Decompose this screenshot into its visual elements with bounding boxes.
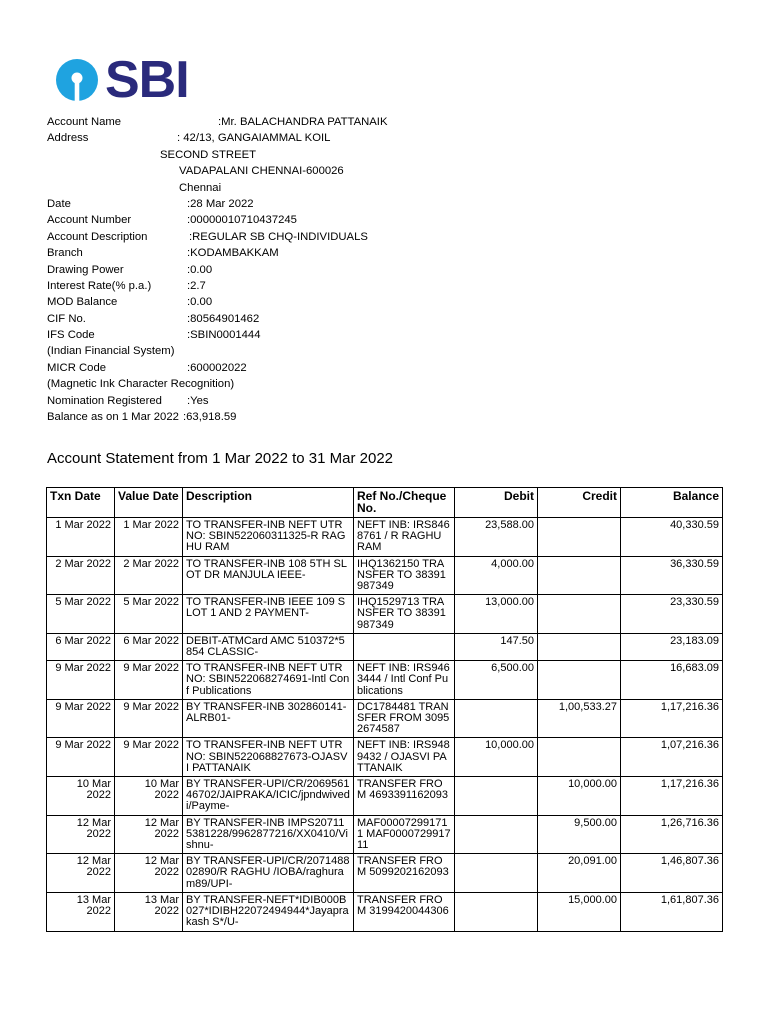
field-label: (Magnetic Ink Character Recognition) — [47, 378, 235, 391]
txn-date-cell: 5 Mar 2022 — [47, 595, 115, 634]
field-label: Interest Rate(% p.a.) — [47, 279, 152, 292]
balance-cell: 36,330.59 — [621, 556, 723, 595]
table-row — [47, 633, 723, 660]
field-value: :28 Mar 2022 — [187, 197, 254, 210]
description-cell: BY TRANSFER-INB 302860141-ALRB01- — [183, 699, 354, 738]
balance-cell: 1,61,807.36 — [621, 892, 723, 931]
field-label: Drawing Power — [47, 263, 124, 276]
credit-cell: 15,000.00 — [538, 892, 621, 931]
field-value: Chennai — [179, 181, 222, 194]
ref-no-cell: TRANSFER FROM 3199420044306 — [354, 892, 455, 931]
ref-no-cell: NEFT INB: IRS8468761 / R RAGHU RAM — [354, 518, 455, 557]
field-label: Balance as on 1 Mar 2022 — [47, 411, 179, 424]
field-value: :0.00 — [187, 296, 213, 309]
field-label: Branch — [47, 247, 83, 260]
field-value: :Mr. BALACHANDRA PATTANAIK — [218, 116, 388, 128]
ref-no-cell — [354, 633, 455, 660]
statement-title: Account Statement from 1 Mar 2022 to 31 Mar 2022 — [47, 450, 394, 467]
value-date-cell: 13 Mar 2022 — [115, 892, 183, 931]
field-label: IFS Code — [47, 329, 95, 342]
ref-no-cell: NEFT INB: IRS9463444 / Intl Conf Publications — [354, 661, 455, 700]
balance-cell: 1,46,807.36 — [621, 854, 723, 893]
value-date-cell: 12 Mar 2022 — [115, 815, 183, 854]
field-label: MOD Balance — [47, 296, 118, 309]
table-header-row — [47, 488, 723, 518]
value-date-cell: 6 Mar 2022 — [115, 633, 183, 660]
header-balance: Balance — [621, 488, 723, 518]
txn-date-cell: 10 Mar 2022 — [47, 777, 115, 816]
field-value: :63,918.59 — [183, 411, 237, 424]
header-debit: Debit — [455, 488, 538, 518]
credit-cell — [538, 633, 621, 660]
field-value: VADAPALANI CHENNAI-600026 — [179, 165, 344, 178]
field-value: :SBIN0001444 — [187, 329, 261, 342]
debit-cell — [455, 699, 538, 738]
table-row — [47, 661, 723, 700]
debit-cell: 23,588.00 — [455, 518, 538, 557]
value-date-cell: 10 Mar 2022 — [115, 777, 183, 816]
description-cell: BY TRANSFER-NEFT*IDIB000B027*IDIBH22072494944*Jayaprakash S*/U- — [183, 892, 354, 931]
sbi-logo — [55, 51, 189, 109]
balance-cell: 16,683.09 — [621, 661, 723, 700]
sbi-logo-text: SBI — [105, 51, 189, 109]
balance-cell: 1,26,716.36 — [621, 815, 723, 854]
txn-date-cell: 2 Mar 2022 — [47, 556, 115, 595]
table-row — [47, 595, 723, 634]
credit-cell — [538, 595, 621, 634]
value-date-cell: 12 Mar 2022 — [115, 854, 183, 893]
table-row — [47, 699, 723, 738]
description-cell: BY TRANSFER-UPI/CR/206956146702/JAIPRAKA/ICIC/jpndwivedi/Payme- — [183, 777, 354, 816]
debit-cell — [455, 892, 538, 931]
txn-date-cell: 1 Mar 2022 — [47, 518, 115, 557]
field-label: Account Description — [47, 230, 148, 243]
txn-date-cell: 12 Mar 2022 — [47, 854, 115, 893]
sbi-keyhole-icon — [55, 58, 99, 102]
field-label: Nomination Registered — [47, 394, 162, 407]
field-label: Account Number — [47, 214, 132, 227]
field-value: :600002022 — [187, 361, 247, 374]
header-description: Description — [183, 488, 354, 518]
description-cell: TO TRANSFER-INB NEFT UTR NO: SBIN522060311325-R RAGHU RAM — [183, 518, 354, 557]
credit-cell: 9,500.00 — [538, 815, 621, 854]
credit-cell — [538, 738, 621, 777]
description-cell: TO TRANSFER-INB NEFT UTR NO: SBIN522068274691-Intl Conf Publications — [183, 661, 354, 700]
ref-no-cell: IHQ1529713 TRANSFER TO 38391987349 — [354, 595, 455, 634]
balance-cell: 1,07,216.36 — [621, 738, 723, 777]
header-ref-no: Ref No./Cheque No. — [354, 488, 455, 518]
txn-date-cell: 12 Mar 2022 — [47, 815, 115, 854]
field-value: :00000010710437245 — [187, 214, 297, 227]
debit-cell — [455, 777, 538, 816]
table-row — [47, 815, 723, 854]
balance-cell: 1,17,216.36 — [621, 699, 723, 738]
value-date-cell: 9 Mar 2022 — [115, 661, 183, 700]
debit-cell: 10,000.00 — [455, 738, 538, 777]
credit-cell: 20,091.00 — [538, 854, 621, 893]
header-txn-date: Txn Date — [47, 488, 115, 518]
balance-cell: 23,183.09 — [621, 633, 723, 660]
table-row — [47, 738, 723, 777]
field-label: Address — [47, 132, 89, 145]
description-cell: TO TRANSFER-INB 108 5TH SLOT DR MANJULA IEEE- — [183, 556, 354, 595]
field-label: Account Name — [47, 116, 122, 128]
field-value: SECOND STREET — [160, 148, 257, 161]
balance-cell: 40,330.59 — [621, 518, 723, 557]
ref-no-cell: MAF000072991711 MAF000072991711 — [354, 815, 455, 854]
field-label: MICR Code — [47, 361, 107, 374]
balance-cell: 23,330.59 — [621, 595, 723, 634]
header-value-date: Value Date — [115, 488, 183, 518]
table-row — [47, 892, 723, 931]
table-row — [47, 777, 723, 816]
balance-cell: 1,17,216.36 — [621, 777, 723, 816]
field-value: :KODAMBAKKAM — [187, 247, 279, 260]
ref-no-cell: TRANSFER FROM 4693391162093 — [354, 777, 455, 816]
header-credit: Credit — [538, 488, 621, 518]
debit-cell: 147.50 — [455, 633, 538, 660]
txn-date-cell: 9 Mar 2022 — [47, 699, 115, 738]
debit-cell: 13,000.00 — [455, 595, 538, 634]
table-row — [47, 854, 723, 893]
credit-cell — [538, 556, 621, 595]
value-date-cell: 9 Mar 2022 — [115, 738, 183, 777]
ref-no-cell: DC1784481 TRANSFER FROM 30952674587 — [354, 699, 455, 738]
ref-no-cell: IHQ1362150 TRANSFER TO 38391987349 — [354, 556, 455, 595]
field-label: Date — [47, 197, 71, 210]
value-date-cell: 5 Mar 2022 — [115, 595, 183, 634]
debit-cell — [455, 815, 538, 854]
description-cell: DEBIT-ATMCard AMC 510372*5854 CLASSIC- — [183, 633, 354, 660]
field-value: :2.7 — [187, 279, 206, 292]
transactions-table — [46, 487, 723, 932]
debit-cell — [455, 854, 538, 893]
txn-date-cell: 13 Mar 2022 — [47, 892, 115, 931]
ref-no-cell: TRANSFER FROM 5099202162093 — [354, 854, 455, 893]
description-cell: TO TRANSFER-INB NEFT UTR NO: SBIN522068827673-OJASVI PATTANAIK — [183, 738, 354, 777]
credit-cell — [538, 518, 621, 557]
table-row — [47, 518, 723, 557]
description-cell: BY TRANSFER-UPI/CR/207148802890/R RAGHU /IOBA/raghuram89/UPI- — [183, 854, 354, 893]
credit-cell — [538, 661, 621, 700]
debit-cell: 4,000.00 — [455, 556, 538, 595]
field-value: :0.00 — [187, 263, 213, 276]
value-date-cell: 2 Mar 2022 — [115, 556, 183, 595]
field-value: :Yes — [187, 394, 209, 407]
field-value: : 42/13, GANGAIAMMAL KOIL — [177, 132, 331, 145]
ref-no-cell: NEFT INB: IRS9489432 / OJASVI PATTANAIK — [354, 738, 455, 777]
table-row — [47, 556, 723, 595]
debit-cell: 6,500.00 — [455, 661, 538, 700]
credit-cell: 1,00,533.27 — [538, 699, 621, 738]
txn-date-cell: 6 Mar 2022 — [47, 633, 115, 660]
description-cell: TO TRANSFER-INB IEEE 109 SLOT 1 AND 2 PAYMENT- — [183, 595, 354, 634]
value-date-cell: 1 Mar 2022 — [115, 518, 183, 557]
credit-cell: 10,000.00 — [538, 777, 621, 816]
txn-date-cell: 9 Mar 2022 — [47, 738, 115, 777]
field-value: :80564901462 — [187, 312, 260, 325]
field-label: (Indian Financial System) — [47, 345, 175, 358]
txn-date-cell: 9 Mar 2022 — [47, 661, 115, 700]
value-date-cell: 9 Mar 2022 — [115, 699, 183, 738]
field-label: CIF No. — [47, 312, 86, 325]
description-cell: BY TRANSFER-INB IMPS207115381228/9962877216/XX0410/Vishnu- — [183, 815, 354, 854]
field-value: :REGULAR SB CHQ-INDIVIDUALS — [189, 230, 368, 243]
